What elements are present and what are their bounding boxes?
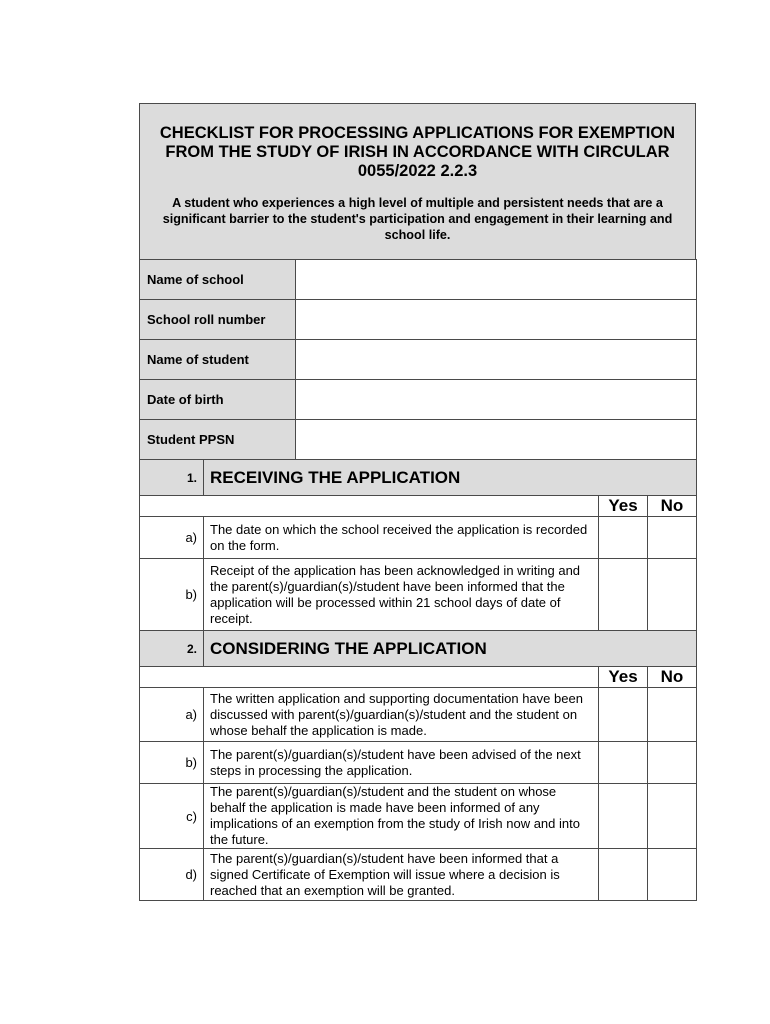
checklist-row xyxy=(140,688,697,742)
item-letter: b) xyxy=(140,742,204,784)
item-text: Receipt of the application has been acknowledged in writing and the parent(s)/guardian(s)/student have been informed that the application will be processed within 21 school days of date of receipt. xyxy=(204,559,599,631)
field-label: Student PPSN xyxy=(140,420,296,460)
field-row-ppsn xyxy=(140,420,697,460)
item-letter: c) xyxy=(140,784,204,849)
document-title: CHECKLIST FOR PROCESSING APPLICATIONS FOR EXEMPTION FROM THE STUDY OF IRISH IN ACCORDANCE WITH CIRCULAR 0055/2022 2.2.3 xyxy=(159,124,676,180)
item-letter: a) xyxy=(140,517,204,559)
no-column-header: No xyxy=(648,667,697,688)
document-subtitle: A student who experiences a high level of multiple and persistent needs that are a significant barrier to the student's participation and engagement in their learning and school life. xyxy=(162,196,673,242)
section-header xyxy=(140,460,697,496)
no-checkbox-cell[interactable] xyxy=(648,517,697,559)
name-of-school-field[interactable] xyxy=(296,260,697,300)
date-of-birth-field[interactable] xyxy=(296,380,697,420)
header-box xyxy=(139,103,696,260)
section-title: CONSIDERING THE APPLICATION xyxy=(204,631,697,667)
field-row-student-name xyxy=(140,340,697,380)
item-letter: b) xyxy=(140,559,204,631)
item-letter: d) xyxy=(140,849,204,901)
yes-no-header-row xyxy=(140,496,697,517)
student-details-table xyxy=(139,259,697,460)
field-row-roll-number xyxy=(140,300,697,340)
no-checkbox-cell[interactable] xyxy=(648,849,697,901)
item-text: The parent(s)/guardian(s)/student have been informed that a signed Certificate of Exemption will issue where a decision is reached that an exemption will be granted. xyxy=(204,849,599,901)
field-row-name-of-school xyxy=(140,260,697,300)
item-text: The date on which the school received the application is recorded on the form. xyxy=(204,517,599,559)
section-title: RECEIVING THE APPLICATION xyxy=(204,460,697,496)
student-ppsn-field[interactable] xyxy=(296,420,697,460)
item-text: The written application and supporting documentation have been discussed with parent(s)/guardian(s)/student and the student on whose behalf the application is made. xyxy=(204,688,599,742)
section-number: 1. xyxy=(140,460,204,496)
no-column-header: No xyxy=(648,496,697,517)
item-text: The parent(s)/guardian(s)/student have been advised of the next steps in processing the application. xyxy=(204,742,599,784)
yes-checkbox-cell[interactable] xyxy=(599,742,648,784)
yes-checkbox-cell[interactable] xyxy=(599,517,648,559)
no-checkbox-cell[interactable] xyxy=(648,784,697,849)
yes-checkbox-cell[interactable] xyxy=(599,688,648,742)
item-text: The parent(s)/guardian(s)/student and the student on whose behalf the application is made have been informed of any implications of an exemption from the study of Irish now and into the future. xyxy=(204,784,599,849)
no-checkbox-cell[interactable] xyxy=(648,688,697,742)
header-spacer xyxy=(140,667,599,688)
item-letter: a) xyxy=(140,688,204,742)
checklist-row xyxy=(140,517,697,559)
section-number: 2. xyxy=(140,631,204,667)
checklist-row xyxy=(140,742,697,784)
no-checkbox-cell[interactable] xyxy=(648,742,697,784)
yes-checkbox-cell[interactable] xyxy=(599,784,648,849)
field-label: Name of school xyxy=(140,260,296,300)
field-label: School roll number xyxy=(140,300,296,340)
checklist-table xyxy=(139,459,697,901)
checklist-row xyxy=(140,784,697,849)
checklist-row xyxy=(140,849,697,901)
school-roll-number-field[interactable] xyxy=(296,300,697,340)
checklist-row xyxy=(140,559,697,631)
yes-column-header: Yes xyxy=(599,496,648,517)
yes-no-header-row xyxy=(140,667,697,688)
header-spacer xyxy=(140,496,599,517)
yes-checkbox-cell[interactable] xyxy=(599,559,648,631)
yes-checkbox-cell[interactable] xyxy=(599,849,648,901)
checklist-document xyxy=(139,103,696,901)
section-header xyxy=(140,631,697,667)
field-label: Name of student xyxy=(140,340,296,380)
field-row-date-of-birth xyxy=(140,380,697,420)
field-label: Date of birth xyxy=(140,380,296,420)
no-checkbox-cell[interactable] xyxy=(648,559,697,631)
name-of-student-field[interactable] xyxy=(296,340,697,380)
yes-column-header: Yes xyxy=(599,667,648,688)
